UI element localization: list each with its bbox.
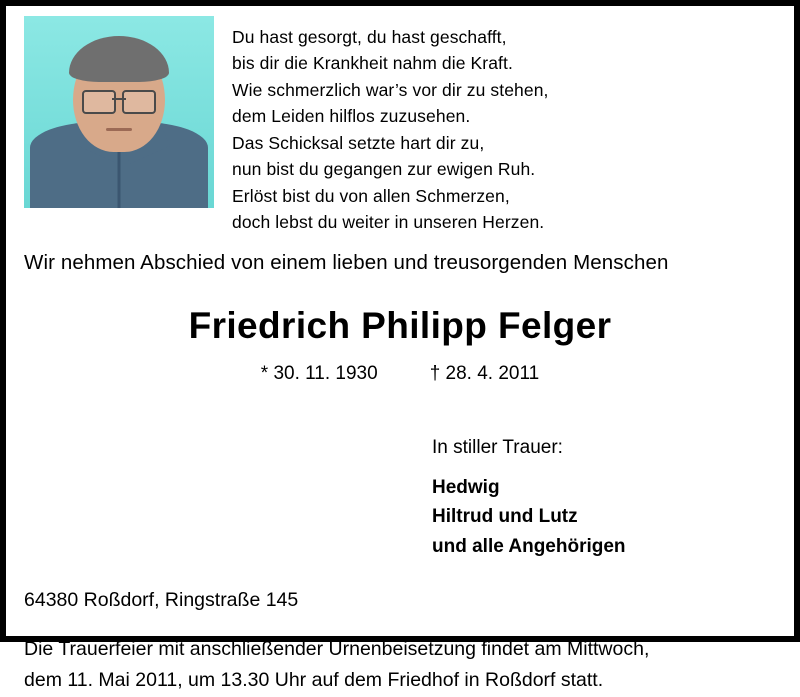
birth-date: * 30. 11. 1930 [260,363,378,385]
farewell-line: Wir nehmen Abschied von einem lieben und treusorgenden Menschen [24,251,669,275]
mourner-name: Hedwig [432,476,500,498]
verse-line: doch lebst du weiter in unseren Herzen. [232,211,545,232]
service-line-1: Die Trauerfeier mit anschließender Urnenbeisetzung findet am Mittwoch, [24,638,650,661]
verse-line: dem Leiden hilflos zuzusehen. [232,106,471,127]
verse-line: Das Schicksal setzte hart dir zu, [232,132,485,153]
verse-line: Wie schmerzlich war’s vor dir zu stehen, [232,79,549,100]
mourners-intro: In stiller Trauer: [432,437,563,459]
portrait-glasses-right [122,90,156,114]
verse-line: bis dir die Krankheit nahm die Kraft. [232,53,513,74]
portrait-mouth [106,128,132,131]
service-line-2: dem 11. Mai 2011, um 13.30 Uhr auf dem Friedhof in Roßdorf statt. [24,669,604,692]
portrait-glasses-bridge [112,98,126,100]
mourners-block [24,433,776,561]
verse-line: Du hast gesorgt, du hast geschafft, [232,27,507,47]
service-info [24,634,776,696]
top-section [24,16,776,235]
obituary-inner [6,6,794,692]
memorial-verse [232,16,776,235]
verse-line: nun bist du gegangen zur ewigen Ruh. [232,159,536,180]
life-dates [24,363,776,385]
mourner-name: Hiltrud und Lutz [432,506,578,528]
mourner-name: und alle Angehörigen [432,535,626,557]
address-line: 64380 Roßdorf, Ringstraße 145 [24,589,299,612]
mourners-names [432,473,776,561]
deceased-name: Friedrich Philipp Felger [188,305,612,347]
death-date: † 28. 4. 2011 [429,363,540,385]
portrait-glasses-left [82,90,116,114]
portrait-photo [24,16,214,208]
verse-line: Erlöst bist du von allen Schmerzen, [232,185,510,206]
